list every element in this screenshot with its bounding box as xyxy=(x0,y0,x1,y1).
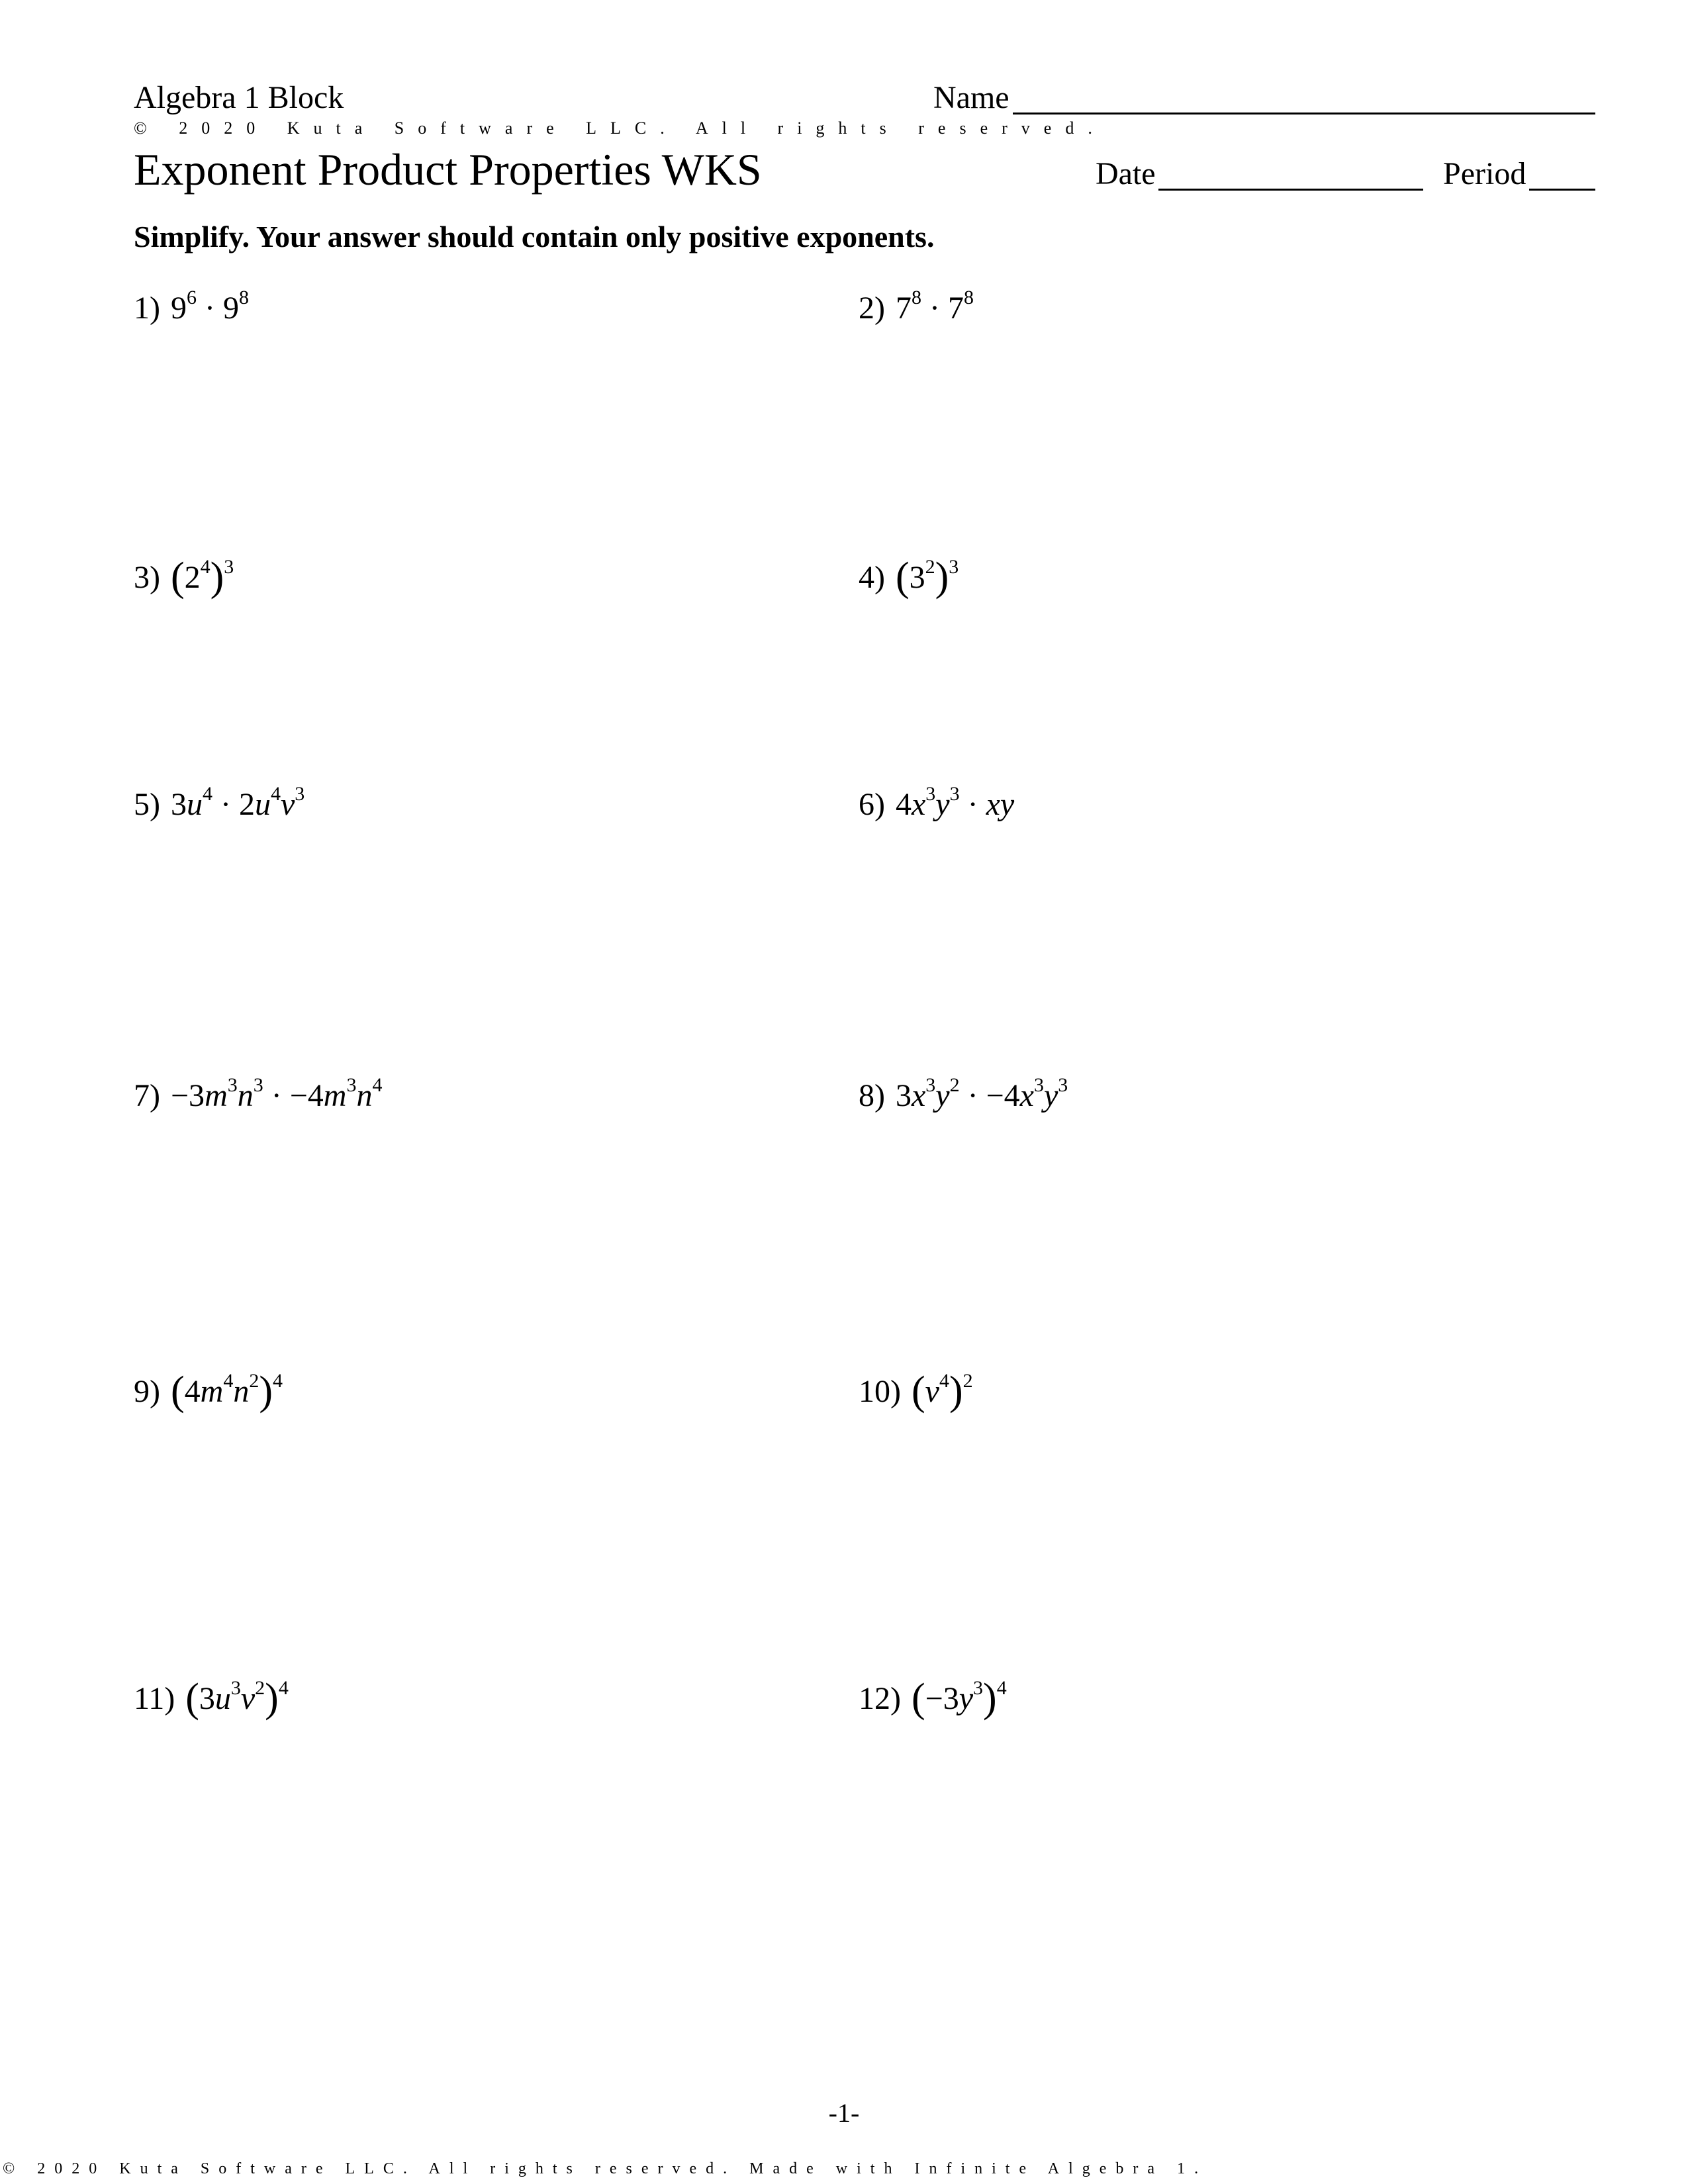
problem-number: 5) xyxy=(134,787,160,822)
problem-number: 6) xyxy=(859,787,885,822)
page-number: -1- xyxy=(828,2098,860,2128)
problem-number: 2) xyxy=(859,291,885,326)
problem-8: 8) $3x^3y^2 \cdot -4x^3y^3$ xyxy=(859,1074,1068,1113)
problem-3: 3) $(2^4)^3$ xyxy=(134,555,234,600)
period-label: Period xyxy=(1443,156,1526,191)
problem-number: 4) xyxy=(859,560,885,595)
problem-number: 10) xyxy=(859,1374,901,1409)
instructions: Simplify. Your answer should contain only positive exponents. xyxy=(134,220,935,253)
date-field-line[interactable] xyxy=(1158,189,1423,191)
problem-9: 9) $(4m^4n^2)^4$ xyxy=(134,1369,283,1414)
problem-number: 3) xyxy=(134,560,160,595)
problem-4: 4) $(3^2)^3$ xyxy=(859,555,959,600)
problem-6: 6) $4x^3y^3$ · xy xyxy=(859,783,1015,822)
problem-11: 11) $(3u^3v^2)^4$ xyxy=(134,1676,289,1721)
problem-number: 8) xyxy=(859,1078,885,1113)
problem-number: 1) xyxy=(134,291,160,326)
copyright-notice: © 2020 Kuta Software LLC. All rights reserved. xyxy=(134,118,1106,138)
problem-10: 10) $(v^4)^2$ xyxy=(859,1369,973,1414)
problem-number: 9) xyxy=(134,1374,160,1409)
problem-2: 2) $7^8 \cdot 7^8$ xyxy=(859,287,974,326)
period-field-line[interactable] xyxy=(1529,189,1595,191)
name-label: Name xyxy=(933,80,1009,115)
problem-7: $7) -3m^3n^3 \cdot -4m^3n^4$ xyxy=(134,1074,383,1113)
footer-copyright: © 2020 Kuta Software LLC. All rights reserved. Made with Infinite Algebra 1. xyxy=(3,2160,1208,2177)
problem-number: 7) xyxy=(134,1078,160,1113)
date-label: Date xyxy=(1096,156,1156,191)
problem-5: 5) $3u^4 \cdot 2u^4v^3$ xyxy=(134,783,305,822)
problem-number: 11) xyxy=(134,1681,175,1716)
worksheet-title: Exponent Product Properties WKS xyxy=(134,144,762,195)
course-name: Algebra 1 Block xyxy=(134,80,344,115)
problem-12: 12) $(-3y^3)^4$ xyxy=(859,1676,1007,1721)
name-field-line[interactable] xyxy=(1013,113,1595,114)
problem-number: 12) xyxy=(859,1681,901,1716)
problem-1: 1) $9^6 \cdot 9^8$ xyxy=(134,287,249,326)
